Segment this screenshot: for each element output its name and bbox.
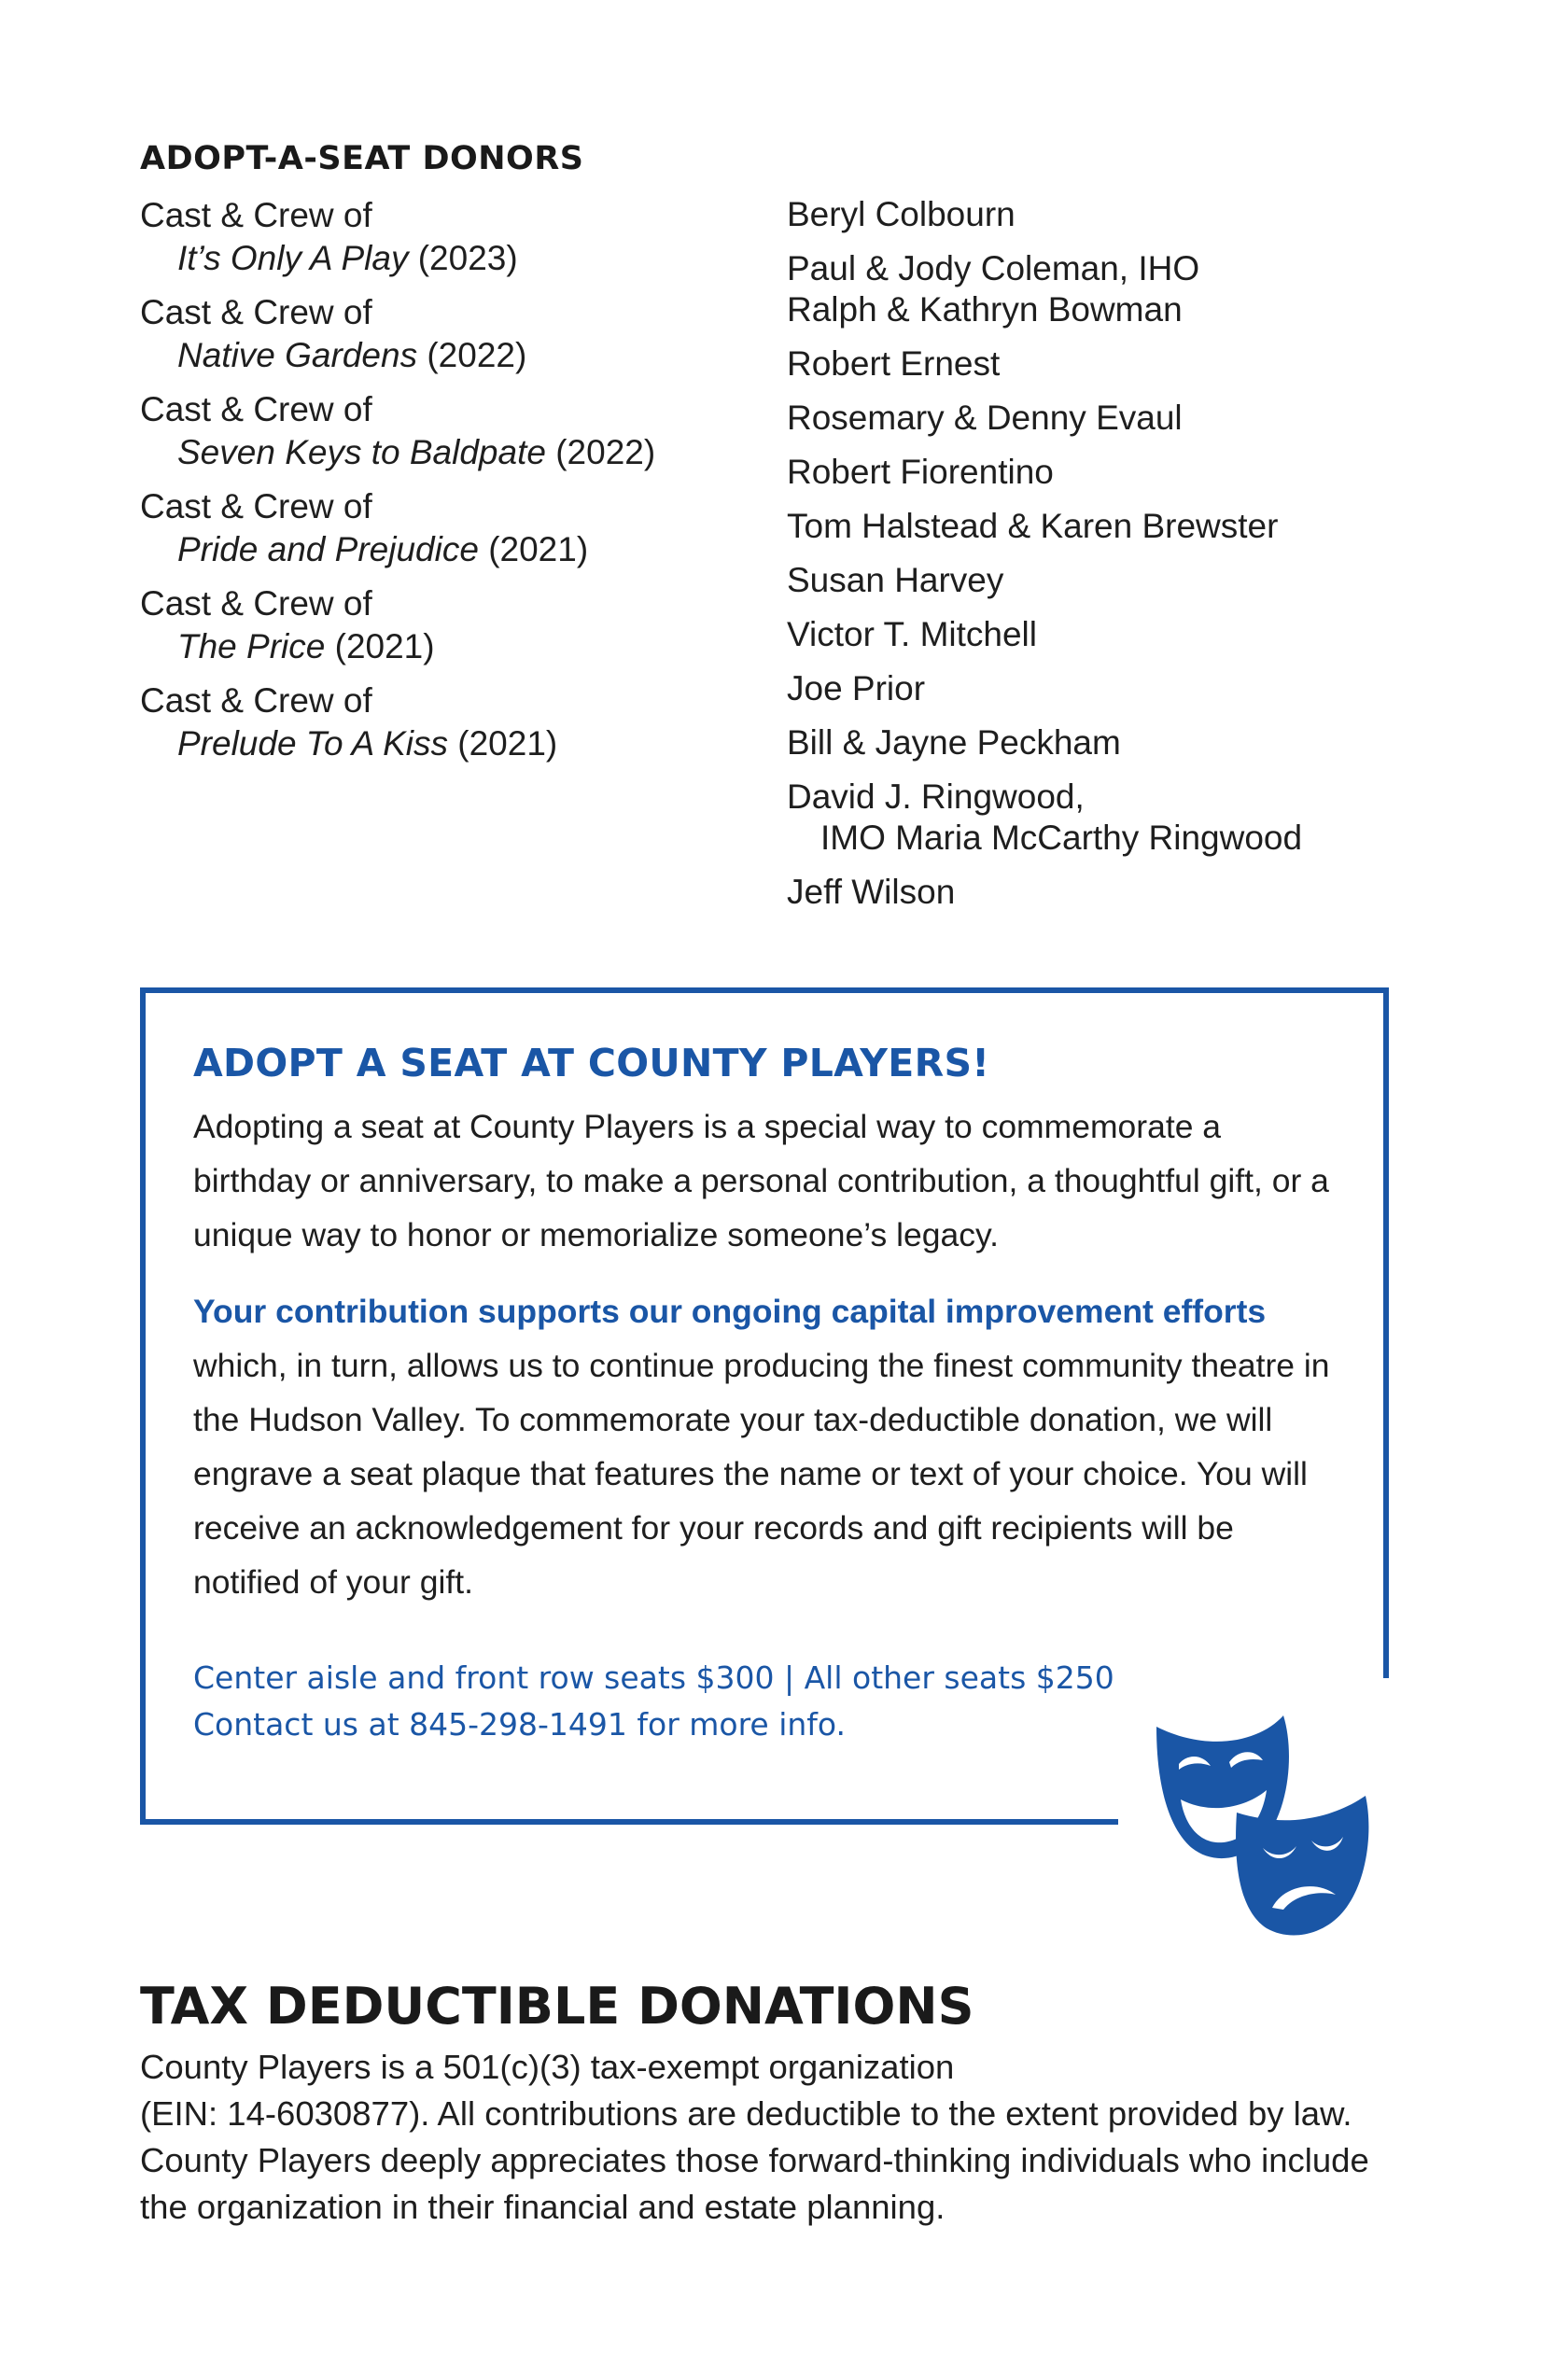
box-border-bottom: [140, 1819, 1118, 1825]
cast-entry-prefix: Cast & Crew of: [140, 681, 372, 720]
donor-name: [787, 560, 1459, 601]
donor-name: [787, 506, 1459, 547]
adopt-paragraph-2-text: which, in turn, allows us to continue producing the finest community theatre in the Hudson Valley. To commemorate your tax-deductible donation, we will engrave a seat plaque that features the name or text of your choice. You will receive an acknowledgement for your records and gift recipients will be notified of your gift.: [193, 1347, 1330, 1601]
show-year: (2021): [488, 530, 589, 568]
cast-entry-prefix: Cast & Crew of: [140, 196, 372, 234]
donor-name-text: Paul & Jody Coleman, IHO: [787, 249, 1200, 287]
donor-name-text: Beryl Colbourn: [787, 195, 1016, 233]
cast-entry-show: [140, 334, 737, 377]
donor-name: [787, 452, 1459, 493]
tax-line-1: County Players is a 501(c)(3) tax-exempt organization: [140, 2048, 955, 2086]
cast-entry-prefix: Cast & Crew of: [140, 293, 372, 331]
donor-memorial-note: IMO Maria McCarthy Ringwood: [820, 819, 1303, 857]
box-border-right: [1383, 987, 1389, 1678]
tax-body: [140, 2044, 1391, 2231]
donor-name: [787, 248, 1459, 330]
cast-entry: [140, 388, 737, 474]
tax-heading: TAX DEDUCTIBLE DONATIONS: [140, 1977, 974, 2036]
donor-name-text: Tom Halstead & Karen Brewster: [787, 507, 1279, 545]
donor-name: [787, 722, 1459, 763]
donor-name-list: [787, 194, 1459, 926]
cast-entry-show: [140, 528, 737, 571]
donor-name: [787, 343, 1459, 385]
show-title: Seven Keys to Baldpate: [177, 433, 546, 471]
cast-entry-show: [140, 237, 737, 280]
show-title: Pride and Prejudice: [177, 530, 479, 568]
comedy-tragedy-masks-icon: [1143, 1708, 1372, 1941]
donor-name-text: Joe Prior: [787, 669, 926, 707]
cast-entry: [140, 194, 737, 280]
cast-crew-list: [140, 194, 737, 777]
cast-entry: [140, 582, 737, 668]
donor-name-text: Rosemary & Denny Evaul: [787, 399, 1183, 437]
cast-entry: [140, 291, 737, 377]
show-title: The Price: [177, 627, 326, 665]
donor-name: [787, 668, 1459, 709]
donor-name-text: Susan Harvey: [787, 561, 1004, 599]
donor-name-text: David J. Ringwood,: [787, 777, 1085, 816]
adopt-seat-heading: ADOPT A SEAT AT COUNTY PLAYERS!: [193, 1041, 990, 1085]
adopt-paragraph-2: [193, 1284, 1332, 1609]
donor-name: [787, 194, 1459, 235]
show-title: Prelude To A Kiss: [177, 724, 448, 763]
cast-entry-show: [140, 722, 737, 765]
cast-entry-show: [140, 431, 737, 474]
cast-entry: [140, 485, 737, 571]
box-border-left: [140, 987, 146, 1825]
show-title: It’s Only A Play: [177, 239, 409, 277]
price-line: Center aisle and front row seats $300 | All other seats $250: [193, 1659, 1114, 1696]
donor-name: [787, 398, 1459, 439]
seat-pricing: [193, 1655, 1220, 1748]
cast-entry-prefix: Cast & Crew of: [140, 390, 372, 428]
tax-paragraph: (EIN: 14-6030877). All contributions are deductible to the extent provided by law. County Players deeply appreciates those forward-thinking individuals who include the organization in their financial and estate planning.: [140, 2094, 1369, 2226]
donor-name-text: Robert Ernest: [787, 344, 1001, 383]
donors-heading: ADOPT-A-SEAT DONORS: [140, 140, 584, 177]
show-year: (2022): [555, 433, 656, 471]
cast-entry-show: [140, 625, 737, 668]
donor-name-text: Robert Fiorentino: [787, 453, 1054, 491]
donor-name: [787, 872, 1459, 913]
contribution-highlight: Your contribution supports our ongoing capital improvement efforts: [193, 1293, 1267, 1330]
donor-name-text: Bill & Jayne Peckham: [787, 723, 1121, 762]
box-border-top: [140, 987, 1389, 993]
show-year: (2021): [457, 724, 558, 763]
cast-entry-prefix: Cast & Crew of: [140, 487, 372, 525]
donor-name-text: Victor T. Mitchell: [787, 615, 1037, 653]
donor-name-text-cont: Ralph & Kathryn Bowman: [787, 290, 1183, 329]
cast-entry-prefix: Cast & Crew of: [140, 584, 372, 623]
contact-line: Contact us at 845-298-1491 for more info.: [193, 1706, 847, 1743]
donor-name: [787, 777, 1459, 859]
adopt-seat-body: [193, 1099, 1332, 1631]
adopt-paragraph-1: Adopting a seat at County Players is a special way to commemorate a birthday or anniversary, to make a personal contribution, a thoughtful gift, or a unique way to honor or memorialize someone’s legacy.: [193, 1108, 1329, 1253]
donor-name-text: Jeff Wilson: [787, 873, 956, 911]
show-title: Native Gardens: [177, 336, 418, 374]
donor-name: [787, 614, 1459, 655]
cast-entry: [140, 679, 737, 765]
show-year: (2023): [417, 239, 518, 277]
show-year: (2022): [427, 336, 527, 374]
show-year: (2021): [334, 627, 435, 665]
